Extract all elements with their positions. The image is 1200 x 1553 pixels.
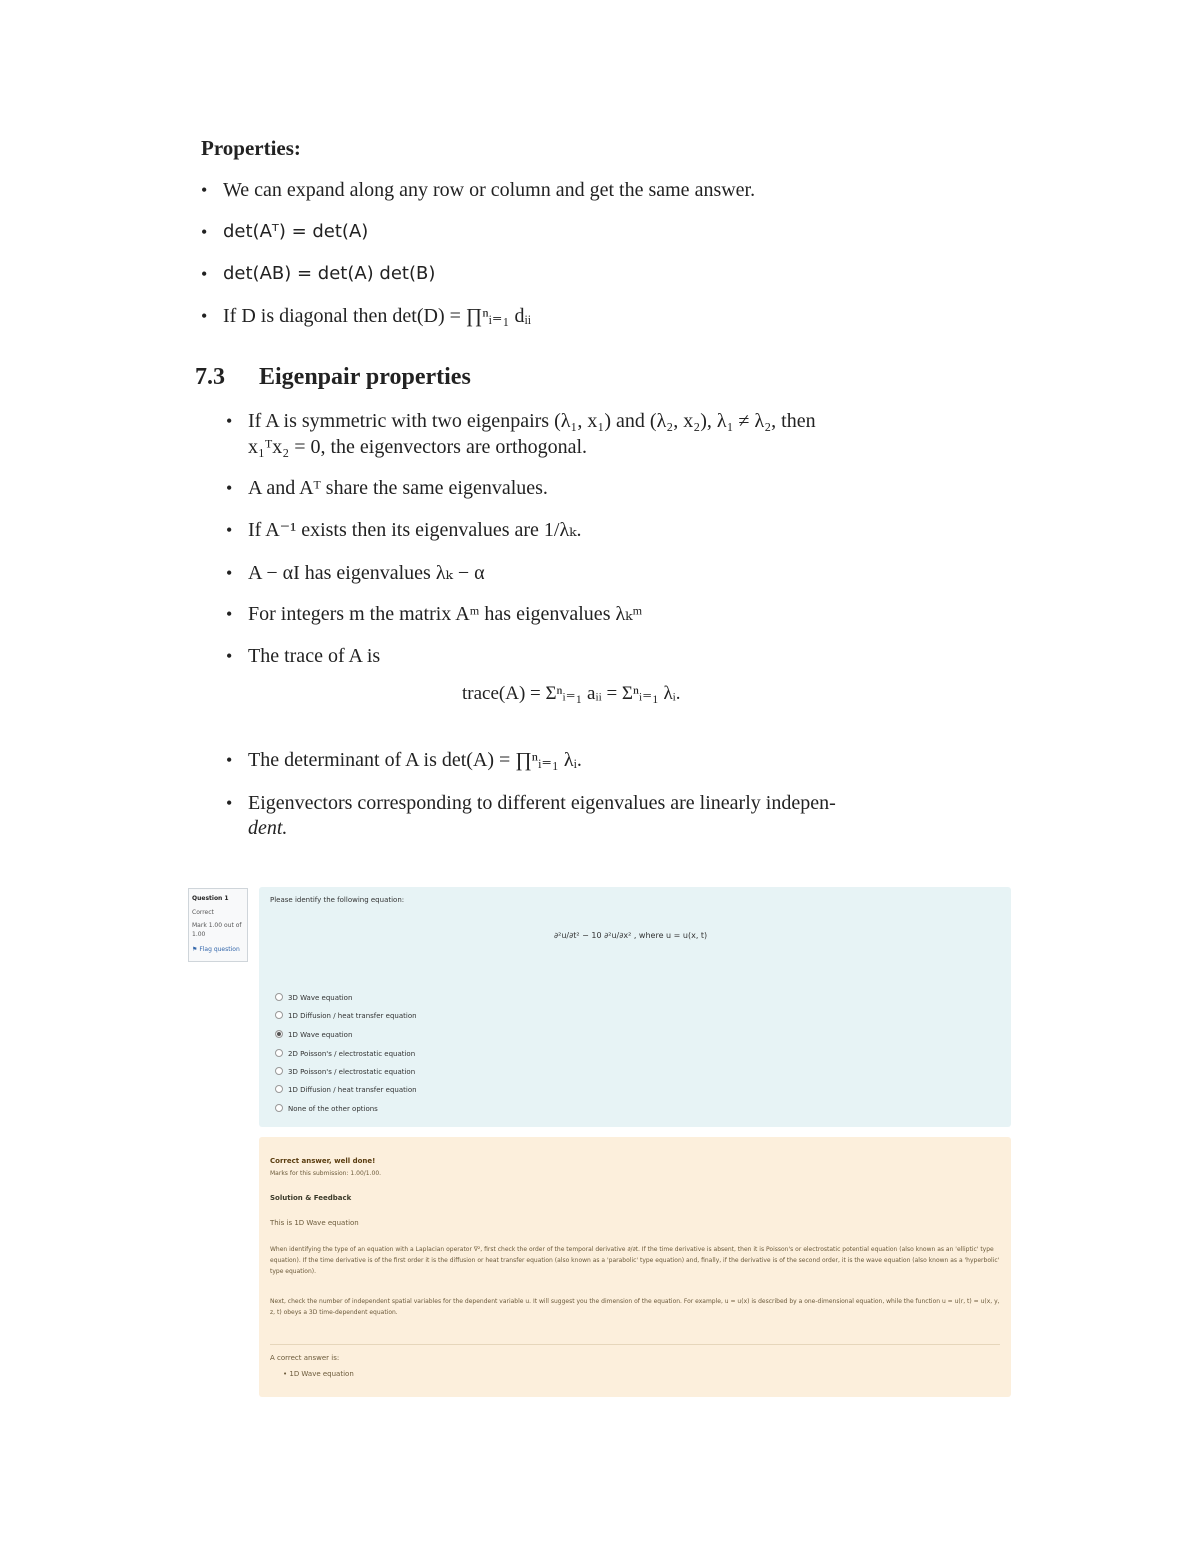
eigen-text: A − αI has eigenvalues λₖ − α <box>248 562 485 584</box>
option-label: 3D Poisson's / electrostatic equation <box>288 1068 416 1076</box>
option-label: 1D Diffusion / heat transfer equation <box>288 1012 417 1020</box>
flag-question-link[interactable] <box>192 946 240 953</box>
answer-option[interactable] <box>275 1011 417 1020</box>
solution-answer-line: This is 1D Wave equation <box>270 1219 359 1227</box>
question-equation: ∂²u/∂t² − 10 ∂²u/∂x² , where u = u(x, t) <box>554 931 708 940</box>
option-label: 3D Wave equation <box>288 994 353 1002</box>
question-prompt: Please identify the following equation: <box>270 896 405 904</box>
answer-option[interactable] <box>275 1104 378 1113</box>
question-info-panel <box>188 888 248 962</box>
properties-heading: Properties: <box>201 136 301 160</box>
correct-answer-text: 1D Wave equation <box>289 1370 354 1378</box>
solution-paragraph: When identifying the type of an equation with a Laplacian operator ∇², first check the order of the temporal derivative ∂/∂t. If the time derivative is absent, then it is Poisson's or electrostatic potential equation (also known as an 'elliptic' type equation). If the time derivative is of the first order it is the diffusion or heat transfer equation (also known as a 'parabolic' type equation) and, finally, if the derivative is of the second order, it is the wave equation (also known as a 'hyperbolic' type equation). <box>270 1246 1000 1275</box>
bullet: • <box>201 306 208 326</box>
correct-answer-item <box>283 1370 354 1378</box>
eigen-text: dent. <box>248 817 288 839</box>
bullet: • <box>226 563 233 583</box>
question-status: Correct <box>192 909 214 916</box>
option-label: 1D Wave equation <box>288 1031 353 1039</box>
radio-button[interactable] <box>275 993 283 1001</box>
divider <box>270 1344 1000 1345</box>
trace-formula-text: trace(A) = Σⁿᵢ₌₁ aᵢᵢ = Σⁿᵢ₌₁ λᵢ. <box>462 683 681 704</box>
bullet: • <box>226 793 233 813</box>
trace-formula <box>462 664 722 730</box>
eigen-text: The trace of A is <box>248 645 381 667</box>
flag-icon: ⚑ <box>192 946 198 953</box>
eigen-text: If A is symmetric with two eigenpairs (λ₁, x₁) and (λ₂, x₂), λ₁ ≠ λ₂, then <box>248 410 816 432</box>
question-box <box>259 887 1011 1127</box>
answer-option[interactable] <box>275 1085 417 1094</box>
property-text: det(AB) = det(A) det(B) <box>223 263 436 284</box>
solution-paragraph: Next, check the number of independent spatial variables for the dependent variable u. It will suggest you the dimension of the equation. For example, u = u(x) is described by a one-dimensional equation, while the function u = u(r, t) = u(x, y, z, t) obeys a 3D time-dependent equation. <box>270 1298 1000 1316</box>
answer-option[interactable] <box>275 1049 415 1058</box>
eigen-text: If A⁻¹ exists then its eigenvalues are 1/λₖ. <box>248 519 582 541</box>
question-mark-total: 1.00 <box>192 931 206 938</box>
flag-label: Flag question <box>199 946 240 953</box>
eigen-text: A and Aᵀ share the same eigenvalues. <box>248 477 548 499</box>
question-title: Question 1 <box>192 895 229 902</box>
feedback-correct: Correct answer, well done! <box>270 1157 376 1165</box>
radio-button[interactable] <box>275 1067 283 1075</box>
radio-button[interactable] <box>275 1085 283 1093</box>
correct-answer-label: A correct answer is: <box>270 1354 340 1362</box>
bullet: • <box>226 604 233 624</box>
bullet: • <box>226 411 233 431</box>
property-text: If D is diagonal then det(D) = ∏ⁿᵢ₌₁ dᵢᵢ <box>223 305 531 327</box>
radio-button[interactable] <box>275 1049 283 1057</box>
bullet: • <box>201 180 208 200</box>
radio-button-selected[interactable] <box>275 1030 283 1038</box>
property-text: det(Aᵀ) = det(A) <box>223 221 369 242</box>
eigen-text: For integers m the matrix Aᵐ has eigenvalues λₖᵐ <box>248 603 643 625</box>
eigen-text: Eigenvectors corresponding to different eigenvalues are linearly indepen- <box>248 792 836 814</box>
answer-option[interactable] <box>275 993 352 1002</box>
answer-option[interactable] <box>275 1067 415 1076</box>
bullet: • <box>226 646 233 666</box>
section-title: Eigenpair properties <box>259 364 471 390</box>
answer-option[interactable] <box>275 1030 352 1039</box>
eigen-text: The determinant of A is det(A) = ∏ⁿᵢ₌₁ λᵢ. <box>248 749 582 771</box>
question-mark: Mark 1.00 out of <box>192 922 242 929</box>
solution-heading: Solution & Feedback <box>270 1194 352 1202</box>
bullet: • <box>283 1370 290 1378</box>
eigen-text: x₁ᵀx₂ = 0, the eigenvectors are orthogonal. <box>248 436 588 458</box>
section-heading <box>195 364 471 391</box>
bullet: • <box>201 264 208 284</box>
section-number: 7.3 <box>195 364 225 390</box>
bullet: • <box>226 750 233 770</box>
feedback-marks: Marks for this submission: 1.00/1.00. <box>270 1170 382 1177</box>
radio-button[interactable] <box>275 1104 283 1112</box>
bullet: • <box>201 222 208 242</box>
feedback-box <box>259 1137 1011 1397</box>
property-text: We can expand along any row or column and get the same answer. <box>223 179 756 201</box>
radio-button[interactable] <box>275 1011 283 1019</box>
bullet: • <box>226 478 233 498</box>
bullet: • <box>226 520 233 540</box>
option-label: 2D Poisson's / electrostatic equation <box>288 1050 416 1058</box>
option-label: 1D Diffusion / heat transfer equation <box>288 1086 417 1094</box>
option-label: None of the other options <box>288 1105 378 1113</box>
